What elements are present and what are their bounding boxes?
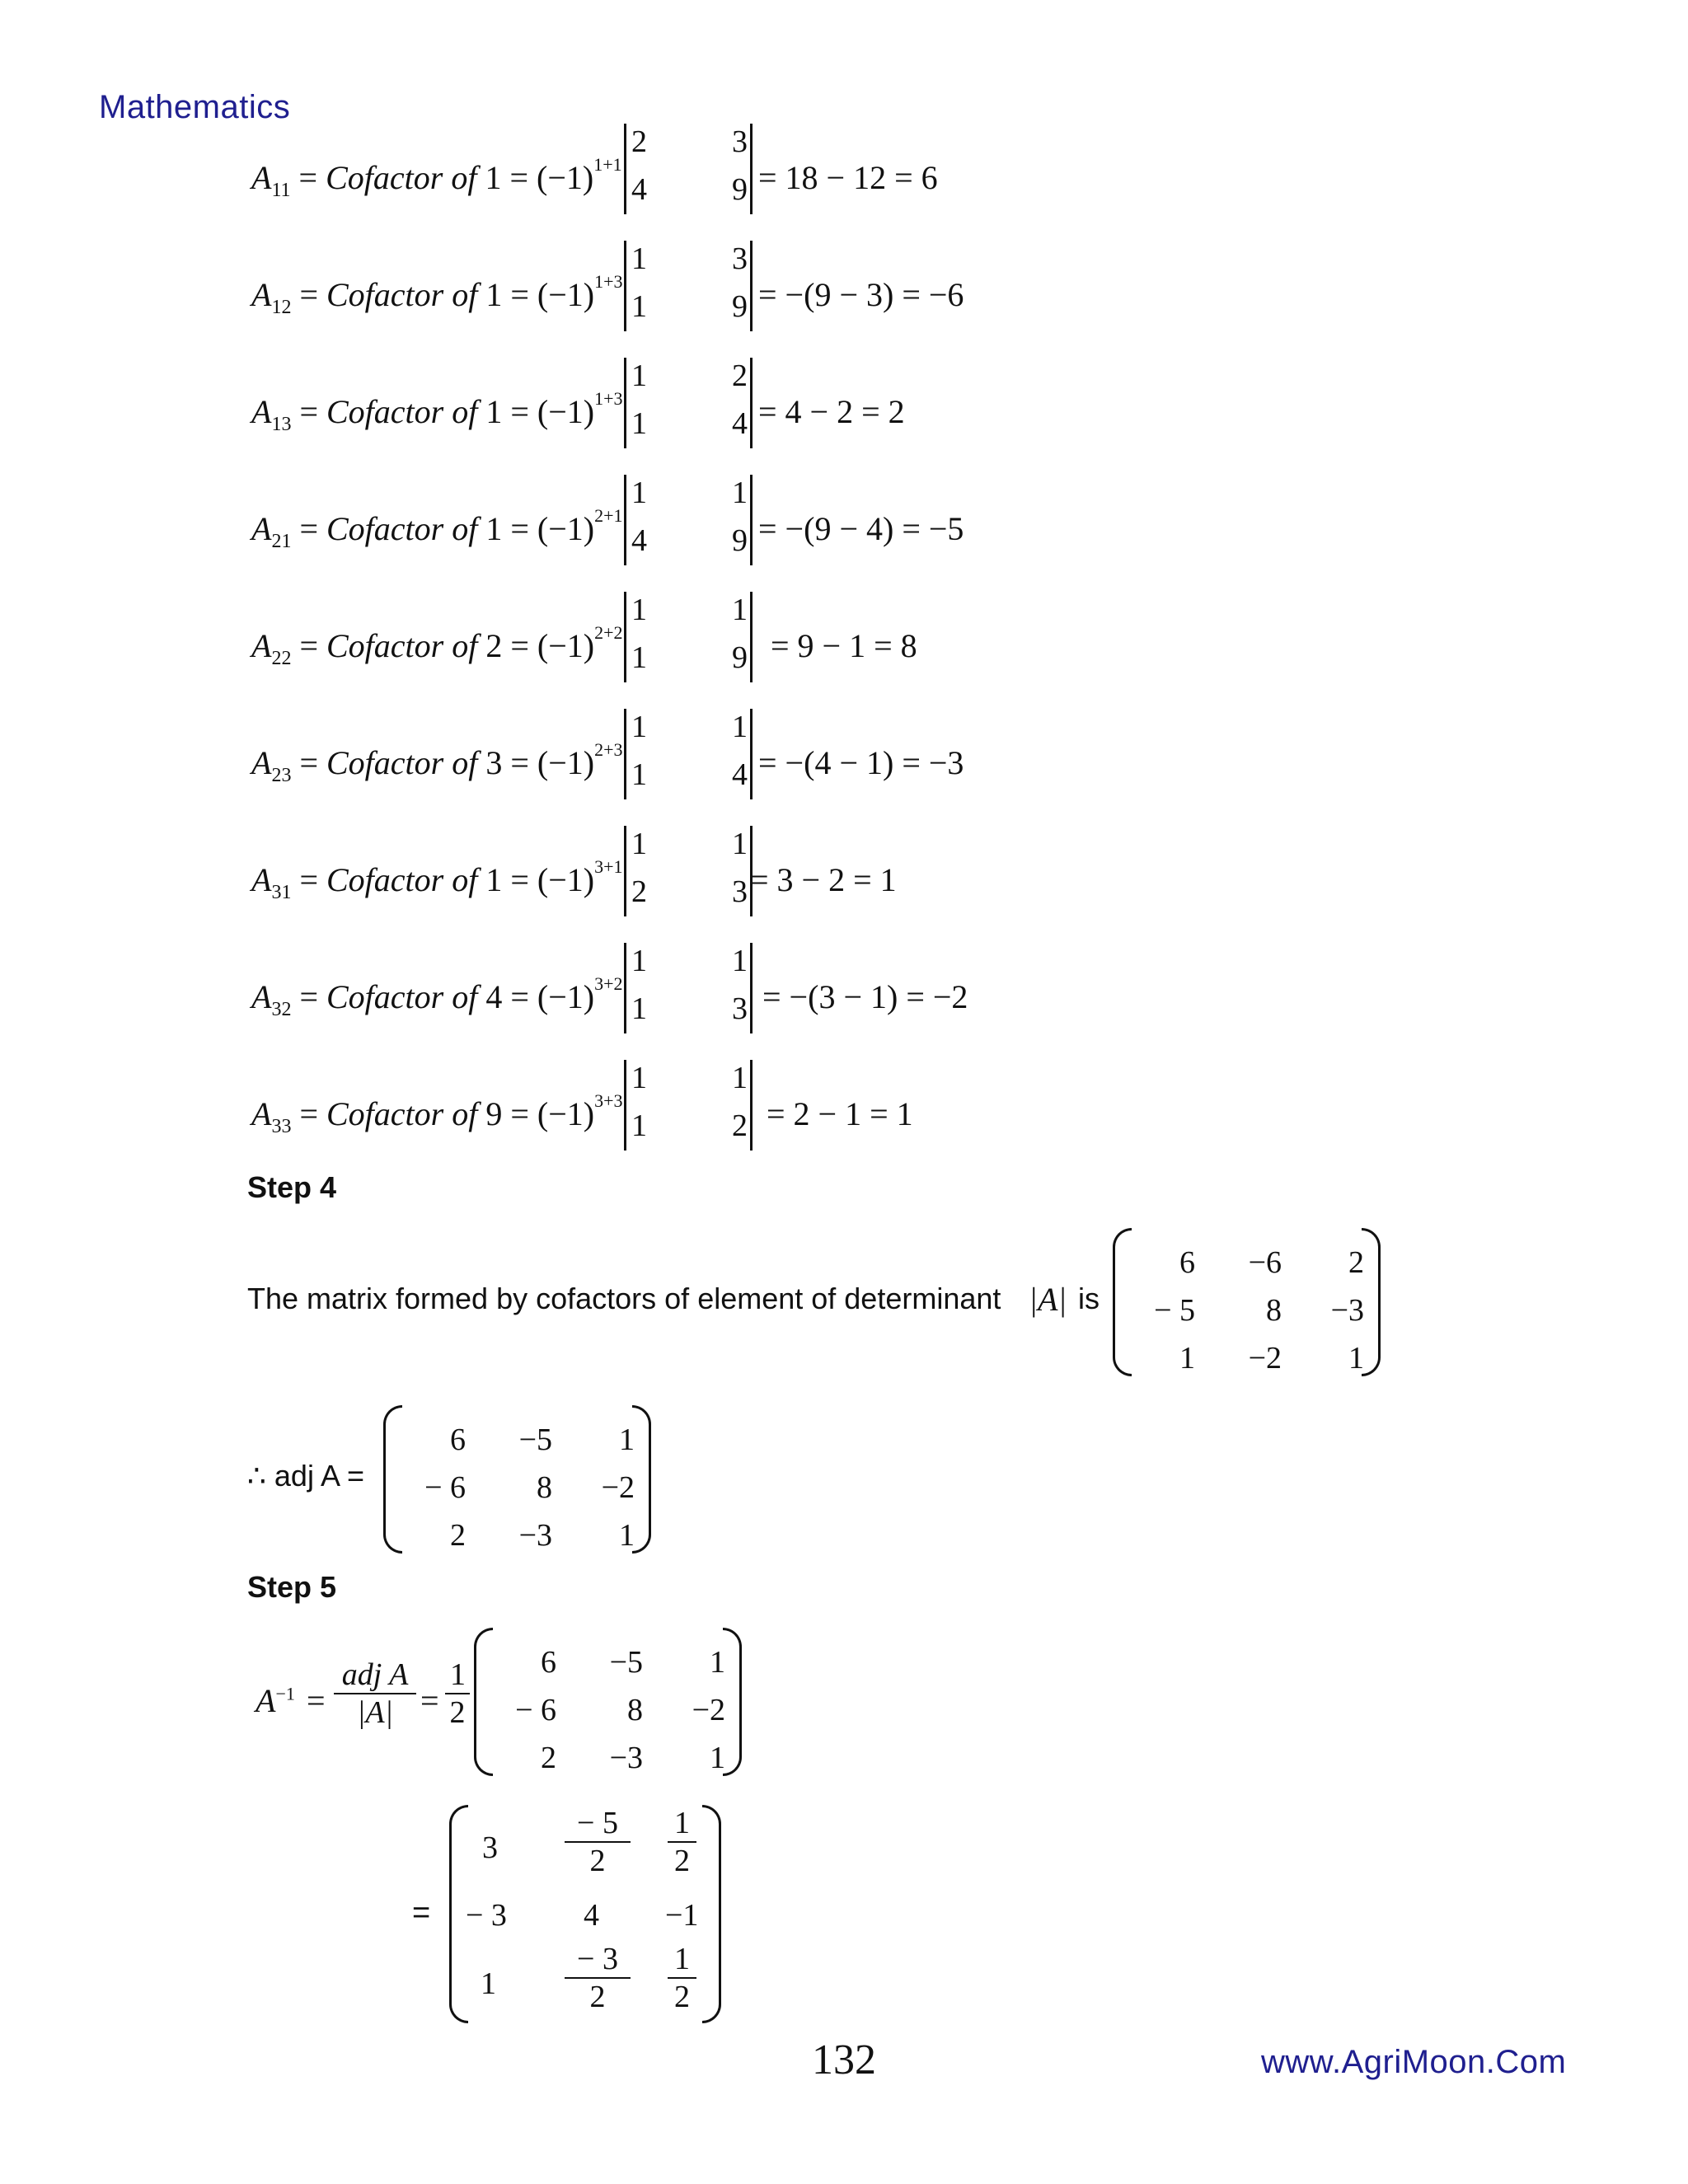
matrix-cell: − 5 — [1154, 1293, 1195, 1328]
cell-denominator: 2 — [674, 1980, 690, 2014]
matrix-cell: −6 — [1248, 1245, 1282, 1280]
cell-r1c1: 3 — [482, 1830, 498, 1865]
cofactor-lhs: $A_{33}$ = Cofactor of $9 = (-1)^{3+3}$ — [251, 1090, 623, 1137]
footer-website: www.AgriMoon.Com — [1261, 2044, 1567, 2080]
cofactor-row — [251, 592, 993, 691]
minor-entry: 2 — [631, 874, 647, 909]
matrix-cell: 1 — [710, 1645, 725, 1680]
adj-label: ∴ adj A = — [247, 1459, 365, 1493]
cofactor-element: 9 — [485, 1095, 503, 1132]
cofactor-row — [251, 826, 993, 925]
cofactor-subscript: 21 — [271, 531, 292, 552]
minor-entry: 1 — [631, 640, 647, 675]
fraction-numerator: 1 — [445, 1657, 470, 1694]
minor-entry: 1 — [631, 710, 647, 744]
fraction-numerator: adj A — [334, 1657, 416, 1694]
cofactor-exponent: 1+1 — [593, 153, 622, 175]
minor-entry: 1 — [631, 944, 647, 978]
cofactor-element: 1 — [485, 393, 503, 430]
page-header-subject: Mathematics — [99, 89, 291, 125]
cofactor-lhs: $A_{23}$ = Cofactor of $3 = (-1)^{2+3}$ — [251, 738, 623, 786]
minor-entry: 1 — [732, 944, 748, 978]
cell-r2c3: −1 — [665, 1898, 699, 1933]
cofactor-exponent: 1+3 — [594, 387, 623, 409]
cofactor-row — [251, 124, 993, 223]
cofactor-lhs: $A_{22}$ = Cofactor of $2 = (-1)^{2+2}$ — [251, 621, 623, 669]
cofactor-row — [251, 475, 993, 574]
minor-entry: 9 — [732, 289, 748, 324]
cofactor-result: = 9 − 1 = 8 — [771, 627, 917, 664]
cofactor-lhs: $A_{12}$ = Cofactor of $1 = (-1)^{1+3}$ — [251, 270, 623, 318]
one-half-fraction — [445, 1657, 470, 1731]
cell-numerator: 1 — [668, 1805, 696, 1843]
cofactor-result: = 3 − 2 = 1 — [750, 861, 897, 898]
minor-entry: 1 — [732, 593, 748, 627]
cell-denominator: 2 — [674, 1844, 690, 1878]
cofactor-exponent: 3+1 — [594, 855, 623, 877]
cell-denominator: 2 — [589, 1844, 606, 1878]
cofactor-exponent: 2+2 — [594, 621, 623, 643]
minor-entry: 1 — [631, 476, 647, 510]
matrix-cell: 6 — [541, 1645, 556, 1680]
minor-entry: 4 — [631, 523, 647, 558]
matrix-cell: 8 — [627, 1693, 643, 1727]
right-paren — [723, 1628, 742, 1776]
matrix-cell: 8 — [1266, 1293, 1282, 1328]
determinant-symbol: |A| — [1029, 1281, 1067, 1318]
inverse-lhs — [256, 1681, 295, 1720]
matrix-cell: 1 — [1348, 1341, 1364, 1376]
matrix-cell: − 6 — [424, 1470, 466, 1505]
minor-entry: 1 — [732, 710, 748, 744]
minor-determinant — [624, 943, 753, 1033]
minor-entry: 2 — [631, 124, 647, 159]
inverse-exponent: −1 — [275, 1683, 295, 1704]
matrix-cell: − 6 — [515, 1693, 556, 1727]
cofactor-element: 1 — [485, 276, 503, 313]
cell-r2c2: 4 — [584, 1898, 599, 1933]
cofactor-lhs: $A_{13}$ = Cofactor of $1 = (-1)^{1+3}$ — [251, 387, 623, 435]
cofactor-lhs: $A_{11}$ = Cofactor of $1 = (-1)^{1+1}$ — [251, 153, 622, 201]
minor-entry: 9 — [732, 172, 748, 207]
minor-entry: 3 — [732, 991, 748, 1026]
cofactor-subscript: 12 — [271, 297, 292, 318]
cofactor-lhs: $A_{21}$ = Cofactor of $1 = (-1)^{2+1}$ — [251, 504, 623, 552]
matrix-cell: 6 — [450, 1422, 466, 1457]
cofactor-row — [251, 241, 993, 340]
step4-title: Step 4 — [247, 1170, 337, 1204]
cell-denominator: 2 — [589, 1980, 606, 2014]
right-paren — [702, 1805, 721, 2023]
minor-entry: 9 — [732, 523, 748, 558]
minor-entry: 1 — [631, 289, 647, 324]
inverse-symbol: A — [256, 1682, 276, 1719]
cofactor-element: 4 — [485, 978, 503, 1015]
matrix-cell: 1 — [619, 1518, 635, 1553]
cofactor-result: = −(4 − 1) = −3 — [758, 744, 964, 781]
minor-entry: 1 — [631, 1061, 647, 1095]
minor-determinant — [624, 475, 753, 565]
matrix-cell: −5 — [609, 1645, 643, 1680]
matrix-cell: −3 — [1330, 1293, 1364, 1328]
cofactor-element: 1 — [485, 510, 503, 547]
cofactor-row — [251, 358, 993, 457]
cofactor-lhs: $A_{32}$ = Cofactor of $4 = (-1)^{3+2}$ — [251, 972, 623, 1020]
minor-entry: 1 — [631, 991, 647, 1026]
cofactor-subscript: 32 — [271, 999, 292, 1020]
equals-sign-2: = — [420, 1682, 439, 1719]
minor-entry: 1 — [631, 827, 647, 861]
matrix-cell: 1 — [710, 1741, 725, 1775]
cofactor-subscript: 33 — [271, 1116, 292, 1137]
cofactor-result: = 18 − 12 = 6 — [758, 159, 938, 196]
right-paren — [1362, 1228, 1381, 1376]
cofactor-element: 1 — [485, 861, 503, 898]
minor-entry: 1 — [631, 406, 647, 441]
minor-entry: 1 — [732, 1061, 748, 1095]
minor-entry: 3 — [732, 874, 748, 909]
cofactor-subscript: 22 — [271, 648, 292, 669]
minor-entry: 1 — [631, 241, 647, 276]
matrix-cell: −3 — [518, 1518, 552, 1553]
equals-sign: = — [307, 1682, 326, 1719]
matrix-cell: −3 — [609, 1741, 643, 1775]
minor-entry: 4 — [732, 757, 748, 792]
inverse-result-matrix — [449, 1805, 721, 2023]
cofactor-subscript: 11 — [271, 180, 291, 201]
matrix-cell: 6 — [1179, 1245, 1195, 1280]
right-paren — [632, 1405, 651, 1554]
cofactor-row — [251, 709, 993, 808]
fraction-denominator: |A| — [356, 1695, 394, 1730]
minor-determinant — [624, 709, 753, 799]
cofactor-exponent: 1+3 — [594, 270, 623, 292]
minor-entry: 9 — [732, 640, 748, 675]
cell-r2c1: − 3 — [466, 1898, 507, 1933]
matrix-cell: 1 — [1179, 1341, 1195, 1376]
matrix-cell: 2 — [1348, 1245, 1364, 1280]
matrix-cell: −2 — [1248, 1341, 1282, 1376]
cell-r3c2 — [565, 1941, 631, 2015]
minor-entry: 1 — [631, 757, 647, 792]
cofactor-matrix — [1113, 1228, 1381, 1376]
adj-matrix — [383, 1405, 651, 1554]
cell-r1c2 — [565, 1805, 631, 1879]
cofactor-lhs: $A_{31}$ = Cofactor of $1 = (-1)^{3+1}$ — [251, 855, 623, 903]
matrix-cell: −5 — [518, 1422, 552, 1457]
minor-entry: 2 — [732, 359, 748, 393]
adj-over-det-fraction — [334, 1657, 416, 1731]
matrix-cell: 1 — [619, 1422, 635, 1457]
matrix-cell: 2 — [541, 1741, 556, 1775]
minor-entry: 2 — [732, 1108, 748, 1143]
minor-entry: 3 — [732, 241, 748, 276]
cofactor-result: = −(9 − 4) = −5 — [758, 510, 964, 547]
minor-entry: 1 — [732, 476, 748, 510]
page-number: 132 — [812, 2036, 876, 2083]
step4-sentence: The matrix formed by cofactors of element of determinant — [247, 1282, 1001, 1315]
matrix-cell: 8 — [537, 1470, 552, 1505]
cofactor-element: 2 — [485, 627, 503, 664]
cell-r1c3 — [668, 1805, 696, 1879]
inverse-adj-matrix — [474, 1628, 742, 1776]
cofactor-element: 3 — [485, 744, 503, 781]
cofactor-element: 1 — [485, 159, 502, 196]
minor-determinant — [624, 358, 753, 448]
minor-entry: 1 — [631, 593, 647, 627]
cofactor-result: = 4 − 2 = 2 — [758, 393, 905, 430]
cofactor-subscript: 13 — [271, 414, 292, 435]
minor-determinant — [624, 592, 753, 682]
cofactor-row — [251, 943, 993, 1042]
step4-is: is — [1078, 1282, 1100, 1315]
fraction-denominator: 2 — [449, 1695, 466, 1730]
minor-determinant — [624, 826, 753, 916]
matrix-cell: −2 — [692, 1693, 725, 1727]
minor-determinant — [624, 1060, 753, 1151]
minor-determinant — [624, 241, 753, 331]
cell-r3c3 — [668, 1941, 696, 2015]
minor-entry: 4 — [732, 406, 748, 441]
final-equals-sign: = — [412, 1896, 431, 1930]
cofactor-subscript: 23 — [271, 765, 292, 786]
cofactor-subscript: 31 — [271, 882, 292, 903]
minor-entry: 1 — [631, 359, 647, 393]
minor-determinant — [624, 124, 753, 214]
cofactor-result: = −(3 − 1) = −2 — [762, 978, 968, 1015]
cell-r3c1: 1 — [481, 1966, 496, 2001]
minor-entry: 1 — [631, 1108, 647, 1143]
cofactor-exponent: 2+1 — [594, 504, 623, 526]
cofactor-result: = 2 − 1 = 1 — [767, 1095, 913, 1132]
cofactor-exponent: 3+3 — [594, 1090, 623, 1111]
step5-title: Step 5 — [247, 1570, 337, 1604]
cell-numerator: − 5 — [565, 1805, 631, 1843]
minor-entry: 4 — [631, 172, 647, 207]
minor-entry: 1 — [732, 827, 748, 861]
cofactor-exponent: 2+3 — [594, 738, 623, 760]
cofactor-result: = −(9 − 3) = −6 — [758, 276, 964, 313]
matrix-cell: −2 — [601, 1470, 635, 1505]
cofactor-row — [251, 1060, 993, 1159]
cofactor-exponent: 3+2 — [594, 972, 623, 994]
cell-numerator: 1 — [668, 1941, 696, 1979]
cell-numerator: − 3 — [565, 1941, 631, 1979]
minor-entry: 3 — [732, 124, 748, 159]
matrix-cell: 2 — [450, 1518, 466, 1553]
